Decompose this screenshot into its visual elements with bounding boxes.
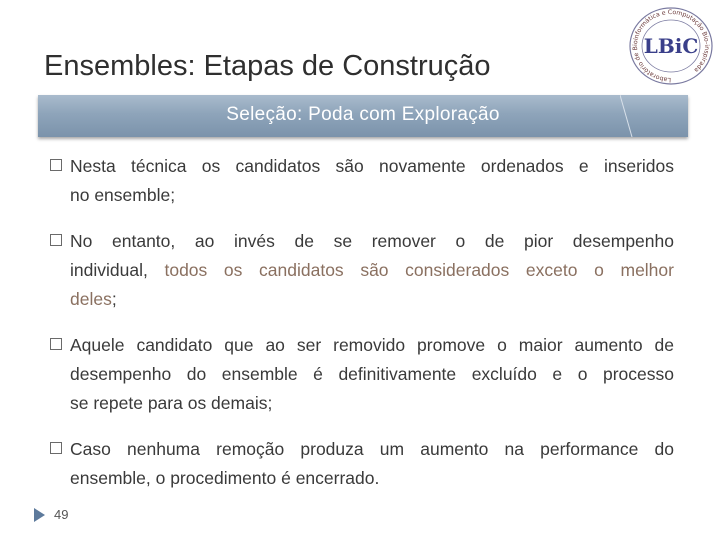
- bullet-item: [50, 152, 674, 210]
- bullet-text-line: No entanto, ao invés de se remover o de pior desempenho: [70, 231, 674, 251]
- bullet-box-icon: [50, 159, 62, 171]
- page-marker-icon: [34, 508, 45, 522]
- highlighted-text: todos os candidatos são considerados exceto o melhor: [164, 260, 674, 280]
- subtitle-banner: [38, 95, 688, 137]
- section-subtitle: Seleção: Poda com Exploração: [226, 104, 500, 125]
- lbic-logo: [628, 6, 714, 86]
- bullet-box-icon: [50, 338, 62, 350]
- highlighted-text: deles: [70, 289, 112, 309]
- bullet-text-line: deles;: [70, 289, 117, 309]
- bullet-text-line: se repete para os demais;: [70, 393, 273, 413]
- svg-text:Laboratório de Bioinformática: Laboratório de Bioinformática e Computação Bio-inspirada: [631, 8, 711, 84]
- bullet-text-line: desempenho do ensemble é definitivamente excluído e o processo: [70, 364, 674, 384]
- bullet-item: [50, 435, 674, 493]
- slide-title: Ensembles: Etapas de Construção: [44, 50, 491, 82]
- bullet-text-line: no ensemble;: [70, 185, 176, 205]
- page-number: 49: [54, 507, 69, 522]
- bullet-text-line: Caso nenhuma remoção produza um aumento na performance do: [70, 439, 674, 459]
- bullet-box-icon: [50, 234, 62, 246]
- bullet-item: [50, 227, 674, 314]
- bullet-text-line: ensemble, o procedimento é encerrado.: [70, 468, 380, 488]
- bullet-text-line: Nesta técnica os candidatos são novamente ordenados e inseridos: [70, 156, 674, 176]
- banner-accent-line: [620, 95, 634, 137]
- bullet-box-icon: [50, 442, 62, 454]
- bullet-text-line: Aquele candidato que ao ser removido promove o maior aumento de: [70, 335, 674, 355]
- bullet-text-line: individual, todos os candidatos são considerados exceto o melhor: [70, 260, 674, 280]
- bullet-item: [50, 331, 674, 418]
- svg-text:LBiC: LBiC: [643, 34, 699, 58]
